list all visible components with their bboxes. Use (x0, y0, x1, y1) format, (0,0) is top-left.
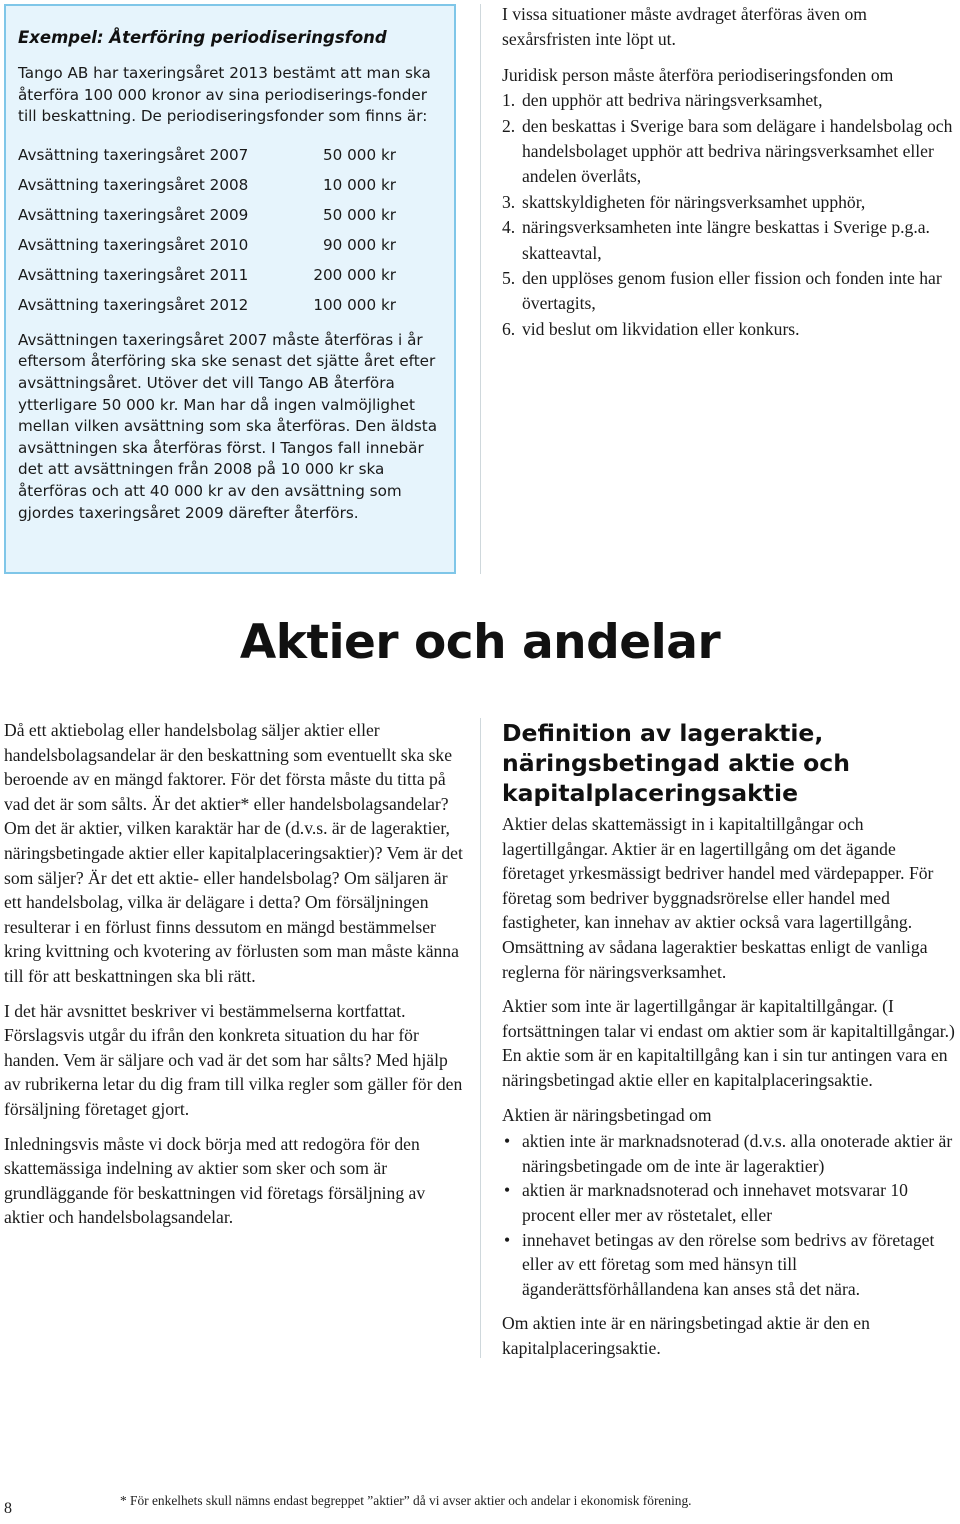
page-number: 8 (4, 1500, 12, 1517)
row-amount: 200 000 kr (313, 265, 396, 284)
row-label: Avsättning taxeringsåret 2011 (18, 265, 249, 284)
list-item: • aktien är marknadsnoterad och innehavet motsvarar 10 procent eller mer av röstetalet, eller (502, 1178, 958, 1227)
definition-heading: Definition av lageraktie, näringsbetingad aktie och kapitalplaceringsaktie (502, 719, 850, 807)
footnote: * För enkelhets skull nämns endast begreppet ”aktier” då vi avser aktier och andelar i ekonomisk förening. (120, 1493, 692, 1508)
list-item: 4. näringsverksamheten inte längre beskattas i Sverige p.g.a. skatteavtal, (502, 217, 930, 263)
list-item: 3. skattskyldigheten för näringsverksamhet upphör, (502, 191, 866, 212)
row-amount: 90 000 kr (322, 235, 396, 254)
column-divider-bottom (480, 718, 481, 1358)
row-label: Avsättning taxeringsåret 2012 (18, 295, 249, 314)
example-row (18, 260, 444, 290)
example-row (18, 290, 444, 320)
example-intro: Tango AB har taxeringsåret 2013 bestämt att man ska återföra 100 000 kronor av sina periodiserings-fonder till beskattning. De periodiseringsfonder som finns är: (18, 64, 431, 126)
numbered-list (502, 88, 958, 342)
row-amount: 100 000 kr (313, 295, 396, 314)
row-label: Avsättning taxeringsåret 2009 (18, 205, 249, 224)
paragraph: Då ett aktiebolag eller handelsbolag säljer aktier eller handelsbolagsandelar är den beskattning som eventuellt ska ske beroende av en mängd faktorer. För det första måste du titta på vad det är som sålts. Är det aktier* eller handelsbolagsandelar? Om det är aktier, vilken karaktär har de (d.v.s. är de lageraktier, näringsbetingade aktier eller kapitalplaceringsaktier)? Vem är det som säljer? Är det ett aktie- eller handelsbolag? Om säljaren är ett handelsbolag, vilka är delägare i detta? Om försäljningen resulterar i en förlust finns dessutom en mängd bestämmelser kring kvittning och kvotering av förlusten som man måste känna till för att beskattningen ska bli rätt. (4, 720, 463, 986)
row-amount: 50 000 kr (322, 205, 396, 224)
paragraph: I vissa situationer måste avdraget återföras även om sexårsfristen inte löpt ut. (502, 4, 867, 50)
row-label: Avsättning taxeringsåret 2010 (18, 235, 249, 254)
paragraph: Aktier som inte är lagertillgångar är kapitaltillgångar. (I fortsättningen talar vi endast om aktier som är kapitaltillgångar.) En aktie som är en kapitaltillgång kan i sin tur antingen vara en näringsbetingad aktie eller en kapitalplaceringsaktie. (502, 996, 955, 1090)
list-item: 2. den beskattas i Sverige bara som delägare i handelsbolag och handelsbolaget upphör att bedriva näringsverksamhet eller andelen överlåts, (502, 115, 953, 187)
row-amount: 50 000 kr (322, 145, 396, 164)
paragraph: Aktier delas skattemässigt in i kapitaltillgångar och lagertillgångar. Aktier är en lagertillgång om det ägande företaget yrkesmässigt bedriver handel med värdepapper. För företag som bedriver byggnadsrörelse eller handel med fastigheter, kan innehav av aktier också vara lagertillgång. Omsättning av sådana lageraktier beskattas enligt de vanliga reglerna för näringsverksamhet. (502, 814, 934, 982)
paragraph: Inledningsvis måste vi dock börja med att redogöra för den skattemässiga indelning av aktier som sker och som är grundläggande för beskattningen vid företags försäljning av aktier och handelsbolagsandelar. (4, 1133, 426, 1228)
list-item: 5. den upplöses genom fusion eller fission och fonden inte har övertagits, (502, 268, 942, 314)
row-label: Avsättning taxeringsåret 2008 (18, 175, 249, 194)
list-item: • innehavet betingas av den rörelse som bedrivs av företaget eller av ett företag som med hänsyn till äganderättsförhållandena kan anses stå det nära. (502, 1228, 958, 1302)
list-item: 1. den upphör att bedriva näringsverksamhet, (502, 90, 823, 111)
paragraph: Juridisk person måste återföra periodiseringsfonden om (502, 64, 894, 85)
example-row (18, 200, 444, 230)
example-table (18, 140, 444, 320)
example-row (18, 170, 444, 200)
bullet-list (502, 1129, 958, 1301)
section-title: Aktier och andelar (239, 615, 721, 670)
paragraph: Aktien är näringsbetingad om (502, 1104, 712, 1125)
example-title: Exempel: Återföring periodiseringsfond (18, 28, 387, 47)
example-conclusion: Avsättningen taxeringsåret 2007 måste återföras i år eftersom återföring ska ske senast det sjätte året efter avsättningsåret. Utöver det vill Tango AB återföra ytterligare 50 000 kr. Man har då ingen valmöjlighet mellan vilken avsättning som ska återföras. Den äldsta avsättningen ska återföras först. I Tangos fall innebär det att avsättningen från 2008 på 10 000 kr ska återföras och att 40 000 kr av den avsättning som gjordes taxeringsåret 2009 därefter återförs. (18, 330, 438, 522)
example-row (18, 230, 444, 260)
example-row (18, 140, 444, 170)
example-box (4, 4, 456, 574)
paragraph: I det här avsnittet beskriver vi bestämmelserna kortfattat. Förslagsvis utgår du ifrån den konkreta situation du har för handen. Vem är säljare och vad är det som har sålts? Med hjälp av rubrikerna letar du dig fram till vilka regler som gäller för den försäljning företaget gjort. (4, 1000, 463, 1119)
list-item: • aktien inte är marknadsnoterad (d.v.s. alla onoterade aktier är näringsbetingade om de inte är lageraktier) (502, 1129, 958, 1178)
row-amount: 10 000 kr (322, 175, 396, 194)
column-divider-top (480, 4, 481, 574)
right-column (502, 718, 958, 1370)
paragraph: Om aktien inte är en näringsbetingad aktie är den en kapitalplaceringsaktie. (502, 1313, 870, 1358)
row-label: Avsättning taxeringsåret 2007 (18, 145, 249, 164)
right-top-column (502, 2, 958, 342)
left-column (4, 718, 464, 1240)
list-item: 6. vid beslut om likvidation eller konkurs. (502, 318, 800, 339)
